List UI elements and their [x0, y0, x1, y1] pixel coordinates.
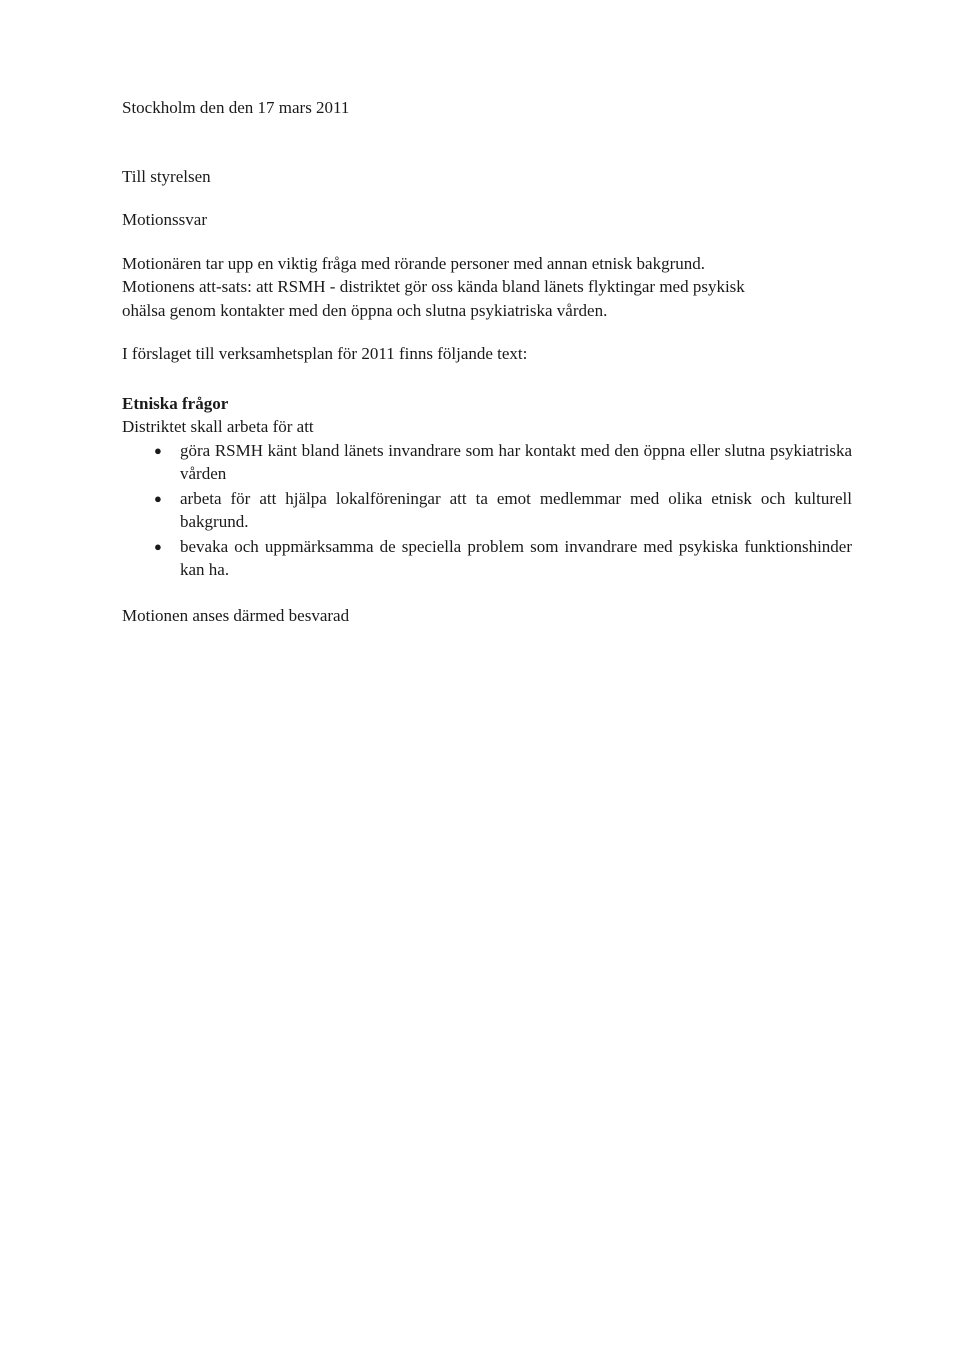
- list-item: [154, 487, 852, 534]
- proposal-line: I förslaget till verksamhetsplan för 2011 finns följande text:: [122, 344, 528, 363]
- intro-line: Motionens att-sats: att RSMH - distriktet gör oss kända bland länets flyktingar med psykisk: [122, 277, 745, 296]
- bullet-icon: ●: [154, 442, 162, 458]
- date-line: Stockholm den den 17 mars 2011: [122, 98, 350, 117]
- bullet-icon: ●: [154, 538, 162, 554]
- letter-body: [122, 96, 852, 627]
- list-item-text: arbeta för att hjälpa lokalföreningar att ta emot medlemmar med olika etnisk och kulturell bakgrund.: [180, 488, 852, 531]
- section-lead: Distriktet skall arbeta för att: [122, 417, 314, 436]
- list-item: [154, 535, 852, 582]
- list-item-text: bevaka och uppmärksamma de speciella problem som invandrare med psykiska funktionshinder kan ha.: [180, 536, 852, 579]
- closing-line: Motionen anses därmed besvarad: [122, 605, 350, 625]
- subject-line: Motionssvar: [122, 210, 207, 229]
- bullet-list: [122, 439, 852, 582]
- section-heading: Etniska frågor: [122, 393, 229, 413]
- intro-paragraph: [122, 252, 852, 323]
- list-item-text: göra RSMH känt bland länets invandrare som har kontakt med den öppna eller slutna psykiatriska vården: [180, 440, 852, 483]
- bullet-icon: ●: [154, 490, 162, 506]
- intro-line: ohälsa genom kontakter med den öppna och slutna psykiatriska vården.: [122, 300, 608, 320]
- intro-line: Motionären tar upp en viktig fråga med rörande personer med annan etnisk bakgrund.: [122, 253, 706, 273]
- list-item: [154, 439, 852, 486]
- recipient-line: Till styrelsen: [122, 166, 211, 186]
